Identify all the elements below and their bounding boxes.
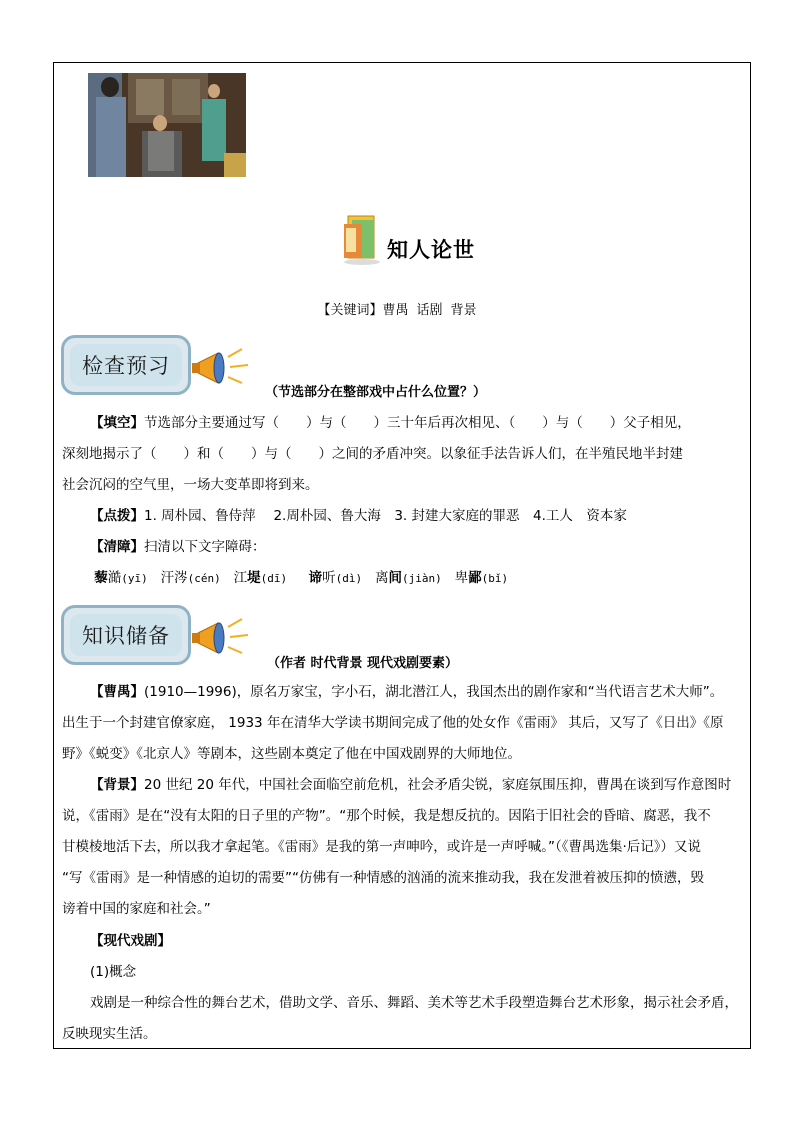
- clear-text: 扫清以下文字障碍：: [144, 539, 266, 555]
- author-paragraph: 【曹禺】(1910—1996)，原名万家宝，字小石，湖北潜江人，我国杰出的剧作家和“当代语言艺术大师”。 出生于一个封建官僚家庭， 1933 年在清华大学读书期间完成了他的处女作《雷雨》 其后，又写了《日出》《原 野》《蜕变》《北京人》等剧本，这些剧本奠定了他在中国戏剧界的大师地位。: [62, 684, 724, 762]
- section-title: 知人论世: [387, 238, 475, 262]
- books-icon: [342, 214, 382, 266]
- fill-label: 【填空】: [90, 415, 144, 431]
- keyword: 话剧: [416, 303, 443, 318]
- section-question: （节选部分在整部戏中占什么位置？）: [265, 385, 487, 400]
- drama-label: 【现代戏剧】: [90, 933, 171, 949]
- keyword: 曹禺: [382, 303, 409, 318]
- megaphone-icon: [192, 615, 256, 661]
- vocab-item: 江堤(dī): [233, 570, 288, 586]
- background-label: 【背景】: [90, 777, 144, 793]
- banner-label: 检查预习: [70, 344, 182, 386]
- banner-preview-check: [61, 335, 191, 395]
- section-question: （作者 时代背景 现代戏剧要素）: [267, 656, 459, 671]
- vocab-line: [62, 563, 746, 594]
- background-paragraph: 【背景】20 世纪 20 年代，中国社会面临空前危机，社会矛盾尖锐，家庭氛围压抑，曹禺在谈到写作意图时 说，《雷雨》是在“没有太阳的日子里的产物”。“那个时候，我是想反抗的。因陷于旧社会的昏暗、腐恶，我不 甘模棱地活下去，所以我才拿起笔。《雷雨》是我的第一声呻吟，或许是一声呼喊。”（《曹禺选集·后记》）又说 “写《雷雨》是一种情感的迫切的需要”“仿佛有一种情感的汹涌的流来推动我，我在发泄着被压抑的愤懑，毁 谤着中国的家庭和社会。”: [62, 777, 732, 917]
- keywords-line: [0, 299, 794, 318]
- fill-line: 节选部分主要通过写（ ）与（ ）三十年后再次相见、（ ）与（ ）父子相见，: [144, 415, 691, 431]
- hint-label: 【点拨】: [90, 508, 144, 524]
- hint-paragraph: [62, 501, 746, 563]
- vocab-item: 卑鄙(bǐ): [454, 570, 509, 586]
- vocab-item: 汗涔(cén): [160, 570, 221, 586]
- vocab-item: 谛听(dì): [308, 570, 363, 586]
- banner-knowledge: [61, 605, 191, 665]
- fill-line: 深刻地揭示了（ ）和（ ）与（ ）之间的矛盾冲突。以象征手法告诉人们，在半殖民地半封建: [62, 446, 683, 462]
- vocab-item: 藜澔(yī): [94, 570, 148, 586]
- hint-text: 1. 周朴园、鲁侍萍 2.周朴园、鲁大海 3. 封建大家庭的罪恶 4.工人 资本家: [144, 508, 627, 524]
- author-label: 【曹禺】: [90, 684, 144, 700]
- keyword: 背景: [450, 303, 477, 318]
- keywords-label: 【关键词】: [317, 303, 383, 318]
- fill-line: 社会沉闷的空气里，一场大变革即将到来。: [62, 477, 319, 493]
- vocab-item: 离间(jiàn): [375, 570, 442, 586]
- fill-blank-paragraph: [62, 408, 746, 501]
- clear-label: 【清障】: [90, 539, 144, 555]
- megaphone-icon: [192, 345, 256, 391]
- drama-section: 【现代戏剧】 (1)概念 戏剧是一种综合性的舞台艺术，借助文学、音乐、舞蹈、美术等艺术手段塑造舞台艺术形象，揭示社会矛盾， 反映现实生活。: [62, 933, 738, 1042]
- banner-label: 知识储备: [70, 614, 182, 656]
- concept-label: (1)概念: [90, 964, 137, 980]
- stage-photo: [88, 73, 246, 177]
